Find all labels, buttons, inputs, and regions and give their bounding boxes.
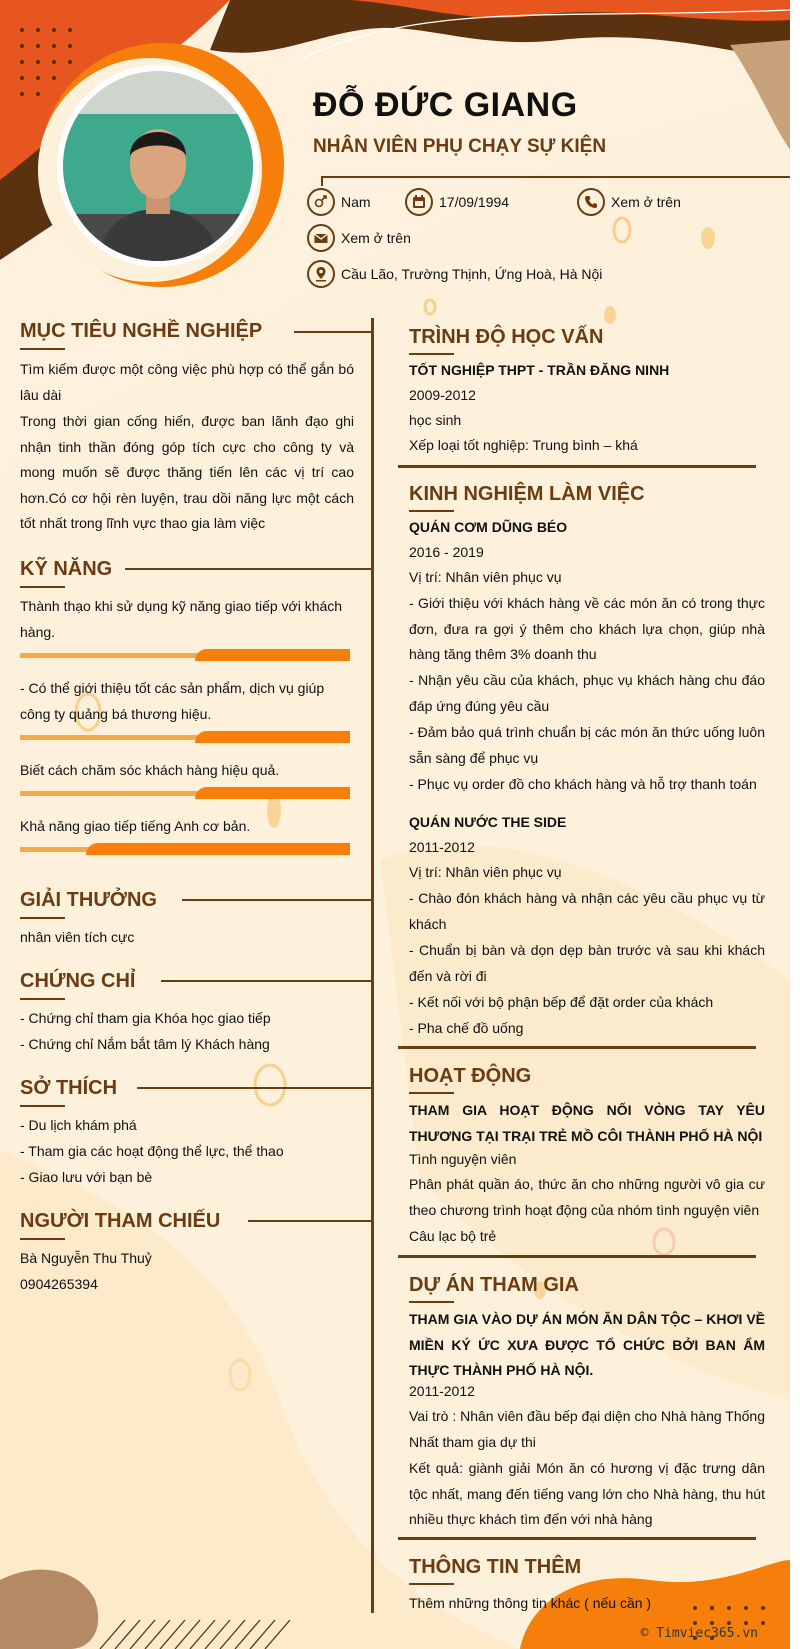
section-divider: [398, 1537, 756, 1540]
skill-level-bar: [20, 649, 350, 661]
activity-club: Câu lạc bộ trẻ: [409, 1228, 497, 1244]
activity-desc: Phân phát quần áo, thức ăn cho những người vô gia cư theo chương trình hoạt động của nhóm tình nguyện viên: [409, 1176, 765, 1218]
hobbies-title: SỞ THÍCH: [20, 1077, 118, 1099]
experience-task: - Đảm bảo quá trình chuẩn bị các món ăn thức uống luôn sẵn sàng để phục vụ: [409, 724, 765, 766]
hobby-item: - Giao lưu với bạn bè: [20, 1169, 153, 1185]
section-divider: [398, 465, 756, 468]
certificates-title: CHỨNG CHỈ: [20, 970, 136, 992]
column-divider: [371, 318, 374, 1613]
phone-info: [577, 188, 681, 216]
skills-title: KỸ NĂNG: [20, 558, 113, 580]
objective-line-2: Trong thời gian cống hiến, được ban lãnh đạo ghi nhận tinh thần đóng góp tích cực cho công ty và mong muốn sẽ được thăng tiến lên các vị trí cao hơn.Có cơ hội rèn luyện, trau dồi năng lực một cách tốt nhất trong lĩnh vực thao gia làm việc: [20, 413, 354, 531]
hobbies-underline: [20, 1105, 65, 1107]
candidate-name: ĐỖ ĐỨC GIANG: [313, 86, 578, 124]
gender-icon: [307, 188, 335, 216]
experience-task: - Giới thiệu với khách hàng về các món ăn có trong thực đơn, đưa ra gợi ý thêm cho khách lựa chọn, giúp nhà hàng tăng thêm 3% doanh thu: [409, 595, 765, 662]
references-underline: [20, 1238, 65, 1240]
calendar-icon: [405, 188, 433, 216]
skill-level-bar: [20, 731, 350, 743]
address-info: [307, 260, 602, 288]
skill-item: Biết cách chăm sóc khách hàng hiệu quả.: [20, 762, 280, 778]
experience-company: QUÁN CƠM DŨNG BÉO: [409, 519, 568, 535]
phone-value: Xem ở trên: [611, 194, 681, 210]
projects-title: DỰ ÁN THAM GIA: [409, 1274, 579, 1296]
activity-role: Tình nguyện viên: [409, 1151, 517, 1167]
header-divider-tick: [321, 176, 323, 186]
education-underline: [409, 353, 454, 355]
reference-phone: 0904265394: [20, 1276, 98, 1292]
project-role: Vai trò : Nhân viên đầu bếp đại diện cho Nhà hàng Thống Nhất tham gia dự thi: [409, 1408, 765, 1450]
avatar: [56, 64, 260, 268]
watermark: © Timviec365.vn: [640, 1626, 758, 1641]
education-major: học sinh: [409, 412, 462, 428]
certificate-item: - Chứng chỉ tham gia Khóa học giao tiếp: [20, 1010, 271, 1026]
award-item: nhân viên tích cực: [20, 929, 135, 945]
skill-item: - Có thể giới thiệu tốt các sản phẩm, dịch vụ giúp công ty quảng bá thương hiệu.: [20, 680, 325, 722]
experience-task: - Chuẩn bị bàn và dọn dẹp bàn trước và sau khi khách đến và rời đi: [409, 942, 765, 984]
project-result: Kết quả: giành giải Món ăn có hương vị đặc trưng dân tộc nhất, mang đến tiếng vang lớn cho Nhà hàng, thu hút nhiều thực khách tìm đến với nhà hàng: [409, 1460, 765, 1527]
more-info-text: Thêm những thông tin khác ( nếu cần ): [409, 1595, 652, 1611]
experience-underline: [409, 510, 454, 512]
awards-title: GIẢI THƯỞNG: [20, 889, 157, 911]
experience-period: 2011-2012: [409, 839, 475, 855]
education-period: 2009-2012: [409, 387, 476, 403]
experience-company: QUÁN NƯỚC THE SIDE: [409, 814, 567, 830]
references-title-line: [248, 1220, 372, 1222]
mail-icon: [307, 224, 335, 252]
birthday-info: [405, 188, 509, 216]
gender-info: [307, 188, 371, 216]
references-title: NGƯỜI THAM CHIẾU: [20, 1210, 221, 1232]
objective-underline: [20, 348, 65, 350]
education-grade: Xếp loại tốt nghiệp: Trung bình – khá: [409, 437, 638, 453]
skills-title-line: [125, 568, 372, 570]
skill-level-bar: [20, 843, 350, 855]
experience-task: - Phục vụ order đồ cho khách hàng và hỗ trợ thanh toán: [409, 776, 757, 792]
objective-title: MỤC TIÊU NGHỀ NGHIỆP: [20, 320, 263, 342]
section-divider: [398, 1255, 756, 1258]
email-value: Xem ở trên: [341, 230, 411, 246]
experience-position: Vị trí: Nhân viên phục vụ: [409, 864, 562, 880]
experience-position: Vị trí: Nhân viên phục vụ: [409, 569, 562, 585]
certificates-underline: [20, 998, 65, 1000]
hobby-item: - Tham gia các hoạt động thể lực, thể thao: [20, 1143, 284, 1159]
awards-title-line: [182, 899, 372, 901]
activity-name: THAM GIA HOẠT ĐỘNG NỐI VÒNG TAY YÊU THƯƠNG TẠI TRẠI TRẺ MỒ CÔI THÀNH PHỐ HÀ NỘI: [409, 1102, 765, 1144]
objective-line-1: Tìm kiếm được một công việc phù hợp có thể gắn bó lâu dài: [20, 361, 354, 403]
skill-level-bar: [20, 787, 350, 799]
experience-task: - Nhận yêu cầu của khách, phục vụ khách hàng chu đáo đáp ứng đúng yêu cầu: [409, 672, 765, 714]
projects-underline: [409, 1301, 454, 1303]
project-name: THAM GIA VÀO DỰ ÁN MÓN ĂN DÂN TỘC – KHƠI VỀ MIỀN KÝ ỨC XƯA ĐƯỢC TỔ CHỨC BỞI BAN ẨM THỰC THÀNH PHỐ HÀ NỘI.: [409, 1311, 765, 1378]
gender-value: Nam: [341, 194, 371, 210]
skills-underline: [20, 586, 65, 588]
skill-item: Khả năng giao tiếp tiếng Anh cơ bản.: [20, 818, 251, 834]
experience-title: KINH NGHIỆM LÀM VIỆC: [409, 483, 645, 505]
hobbies-title-line: [137, 1087, 372, 1089]
email-info: [307, 224, 411, 252]
address-value: Cầu Lão, Trường Thịnh, Ứng Hoà, Hà Nội: [341, 266, 603, 282]
more-info-title: THÔNG TIN THÊM: [409, 1556, 582, 1578]
awards-underline: [20, 917, 65, 919]
hobby-item: - Du lịch khám phá: [20, 1117, 137, 1133]
experience-period: 2016 - 2019: [409, 544, 484, 560]
experience-task: - Pha chế đồ uống: [409, 1020, 524, 1036]
certificates-title-line: [161, 980, 372, 982]
experience-task: - Chào đón khách hàng và nhận các yêu cầu phục vụ từ khách: [409, 890, 765, 932]
birthday-value: 17/09/1994: [439, 194, 510, 210]
activities-underline: [409, 1092, 454, 1094]
skill-item: Thành thạo khi sử dụng kỹ năng giao tiếp với khách hàng.: [20, 598, 343, 640]
experience-task: - Kết nối với bộ phận bếp để đặt order của khách: [409, 994, 714, 1010]
certificate-item: - Chứng chỉ Nắm bắt tâm lý Khách hàng: [20, 1036, 270, 1052]
phone-icon: [577, 188, 605, 216]
section-divider: [398, 1046, 756, 1049]
header-divider: [322, 176, 790, 178]
location-icon: [307, 260, 335, 288]
activities-title: HOẠT ĐỘNG: [409, 1065, 532, 1087]
more-info-underline: [409, 1583, 454, 1585]
job-title: NHÂN VIÊN PHỤ CHẠY SỰ KIỆN: [313, 136, 607, 157]
project-period: 2011-2012: [409, 1383, 475, 1399]
objective-title-line: [294, 331, 372, 333]
education-school: TỐT NGHIỆP THPT - TRẦN ĐĂNG NINH: [409, 362, 670, 378]
reference-name: Bà Nguyễn Thu Thuỷ: [20, 1250, 152, 1266]
education-title: TRÌNH ĐỘ HỌC VẤN: [409, 326, 604, 348]
